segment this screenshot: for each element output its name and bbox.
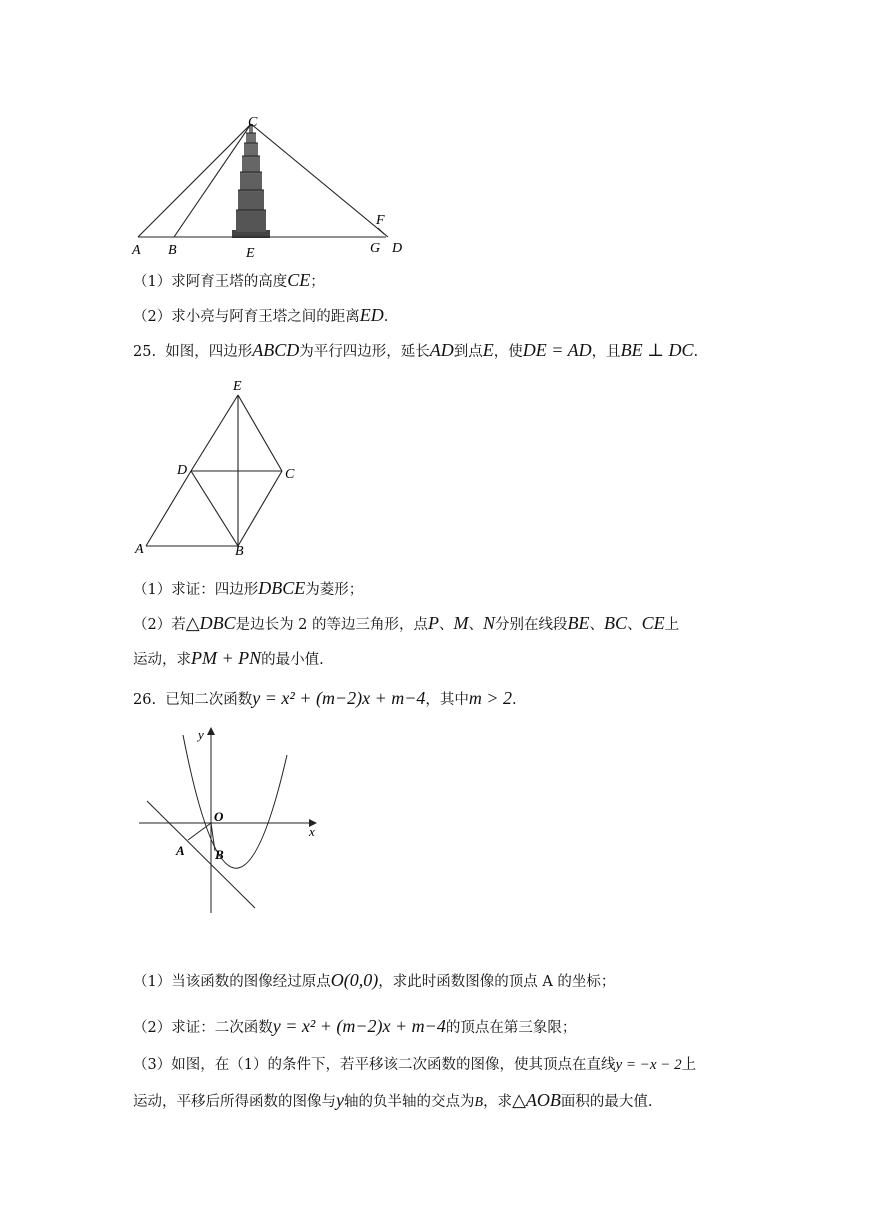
label-E: E [233, 379, 242, 394]
label-B: B [215, 847, 224, 862]
label-C: C [285, 467, 295, 482]
label-D: D [392, 241, 403, 256]
tower-image [232, 124, 270, 238]
q26-part3: （3）如图，在（1）的条件下，若平移该二次函数的图像，使其顶点在直线y = −x − 2上 [133, 1057, 697, 1073]
q26-part3-cont: 运动，平移后所得函数的图像与y轴的负半轴的交点为B，求△AOB面积的最大值. [133, 1090, 653, 1110]
q24-part2: （2）求小亮与阿育王塔之间的距离ED. [133, 305, 389, 325]
label-O: O [214, 809, 224, 824]
q24-part1: （1）求阿育王塔的高度CE； [133, 270, 325, 290]
figure-rhombus [130, 372, 305, 562]
label-G: G [370, 241, 381, 256]
label-C: C [248, 115, 258, 130]
q25-number: 25. [133, 344, 157, 360]
label-A: A [176, 843, 185, 858]
q26-number: 26. [133, 692, 157, 708]
label-B: B [235, 544, 244, 559]
q25-part2-cont: 运动，求PM + PN的最小值. [133, 648, 324, 668]
q26-stem: 26. 已知二次函数y = x² + (m−2)x + m−4，其中m > 2. [133, 688, 517, 708]
figure-parabola [135, 725, 325, 920]
label-E: E [246, 246, 255, 260]
label-A: A [132, 243, 141, 258]
q25-part1: （1）求证：四边形DBCE为菱形； [133, 578, 364, 598]
q25-stem: 25. 如图，四边形ABCD为平行四边形，延长AD到点E，使DE = AD，且BE ⊥ DC. [133, 340, 699, 360]
label-y: y [198, 727, 204, 742]
label-A: A [135, 542, 144, 557]
label-D: D [177, 463, 188, 478]
figure-tower [128, 110, 418, 260]
label-B: B [168, 243, 177, 258]
q25-part2: （2）若△DBC是边长为 2 的等边三角形，点P、M、N分别在线段BE、BC、CE上 [133, 613, 680, 633]
q26-part1: （1）当该函数的图像经过原点O(0,0)，求此时函数图像的顶点 A 的坐标； [133, 970, 616, 990]
label-x: x [309, 824, 315, 839]
q26-part2: （2）求证：二次函数y = x² + (m−2)x + m−4的顶点在第三象限； [133, 1016, 577, 1036]
label-F: F [376, 213, 385, 228]
